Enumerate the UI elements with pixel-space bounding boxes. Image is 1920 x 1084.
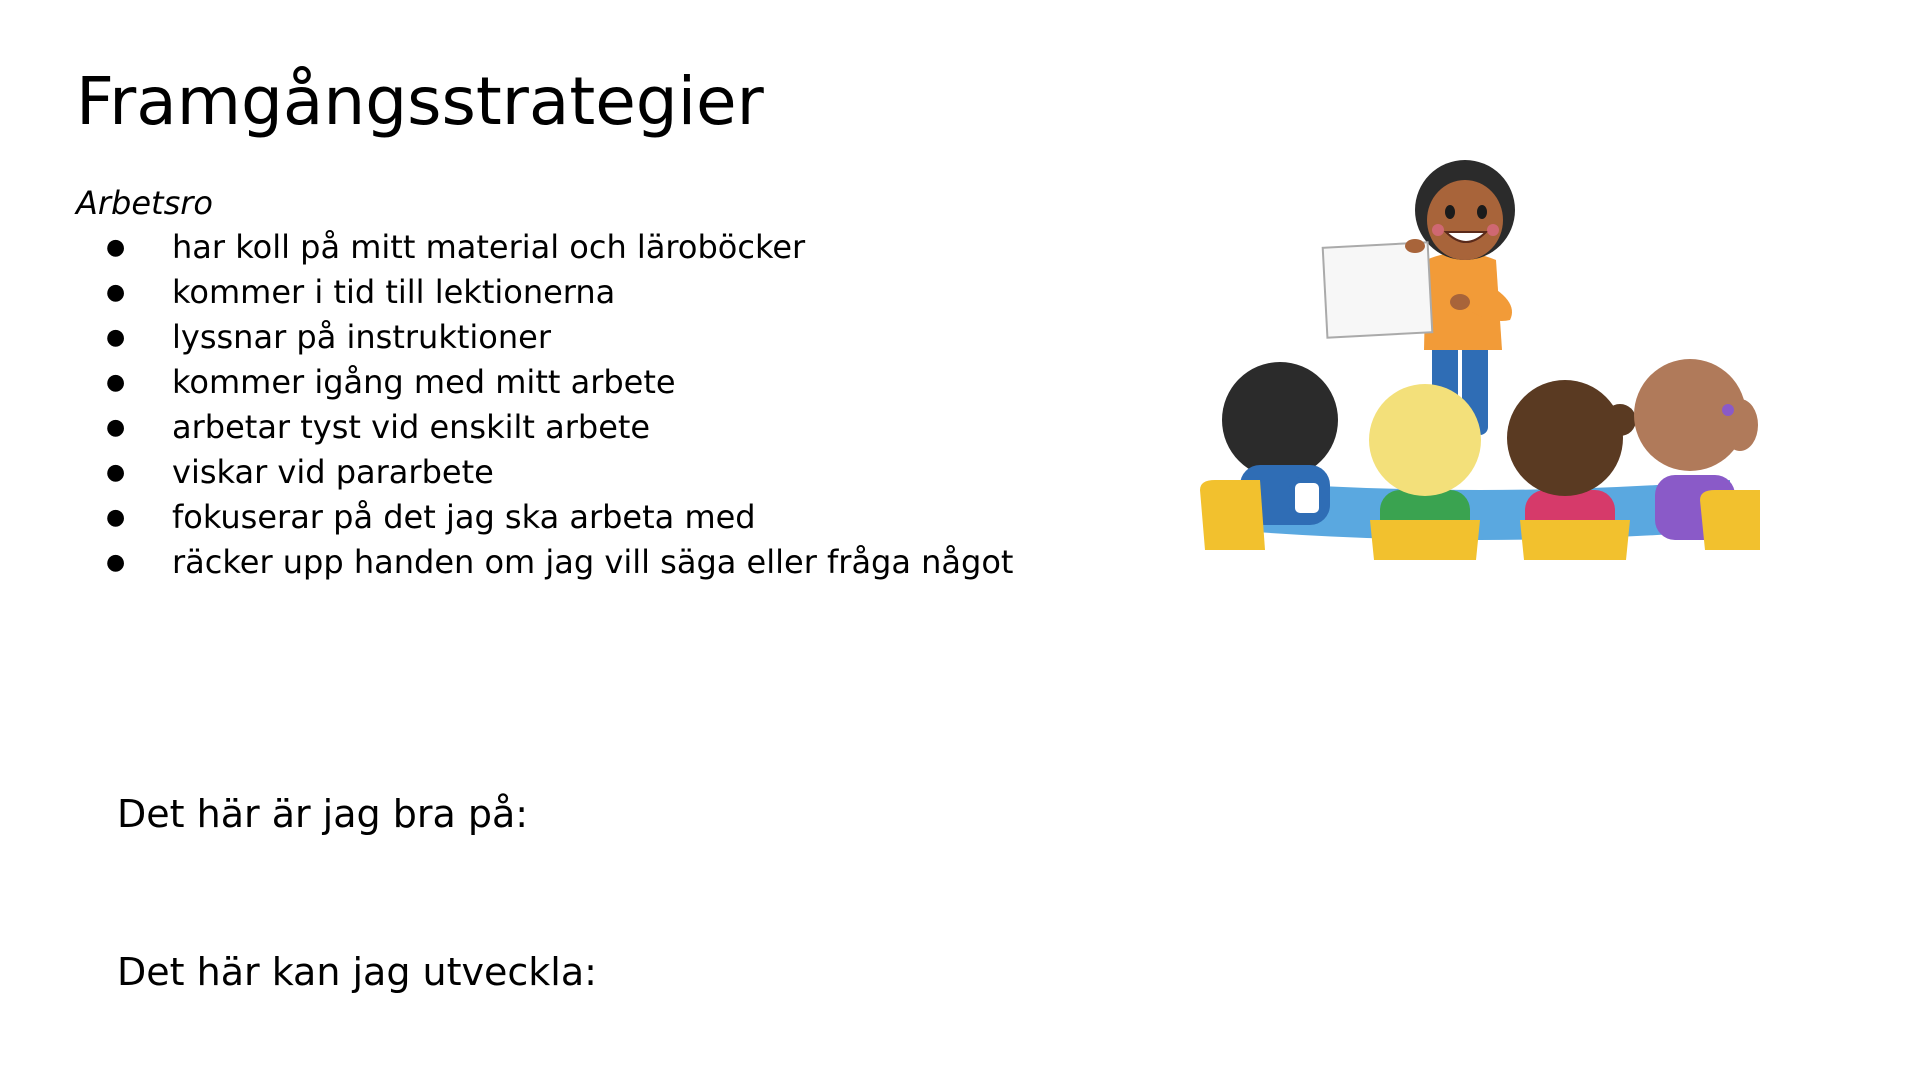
bullet-icon: ● xyxy=(106,550,126,575)
develop-prompt: Det här kan jag utveckla: xyxy=(117,950,597,994)
seated-child-3-icon xyxy=(1507,380,1636,560)
bullet-icon: ● xyxy=(106,370,126,395)
bullet-icon: ● xyxy=(106,460,126,485)
list-item xyxy=(106,225,1013,270)
classroom-presentation-illustration xyxy=(1180,130,1780,580)
bullet-icon: ● xyxy=(106,505,126,530)
page-title: Framgångsstrategier xyxy=(76,63,764,140)
bullet-icon: ● xyxy=(106,325,126,350)
strategy-list xyxy=(106,225,1013,585)
list-item-text: arbetar tyst vid enskilt arbete xyxy=(172,408,651,446)
list-item-text: viskar vid pararbete xyxy=(172,453,494,491)
strengths-prompt: Det här är jag bra på: xyxy=(117,792,529,836)
list-item-text: lyssnar på instruktioner xyxy=(172,318,551,356)
seated-child-1-icon xyxy=(1200,362,1338,550)
bullet-icon: ● xyxy=(106,280,126,305)
list-item-text: räcker upp handen om jag vill säga eller fråga något xyxy=(172,543,1014,581)
list-item xyxy=(106,270,1013,315)
list-item xyxy=(106,450,1013,495)
list-item xyxy=(106,405,1013,450)
seated-child-2-icon xyxy=(1369,384,1481,560)
list-item-text: har koll på mitt material och läroböcker xyxy=(172,228,806,266)
list-item xyxy=(106,540,1013,585)
list-item xyxy=(106,495,1013,540)
bullet-icon: ● xyxy=(106,235,126,260)
list-item xyxy=(106,360,1013,405)
section-subtitle: Arbetsro xyxy=(76,184,213,222)
bullet-icon: ● xyxy=(106,415,126,440)
list-item-text: kommer i tid till lektionerna xyxy=(172,273,616,311)
list-item-text: kommer igång med mitt arbete xyxy=(172,363,676,401)
list-item xyxy=(106,315,1013,360)
list-item-text: fokuserar på det jag ska arbeta med xyxy=(172,498,756,536)
